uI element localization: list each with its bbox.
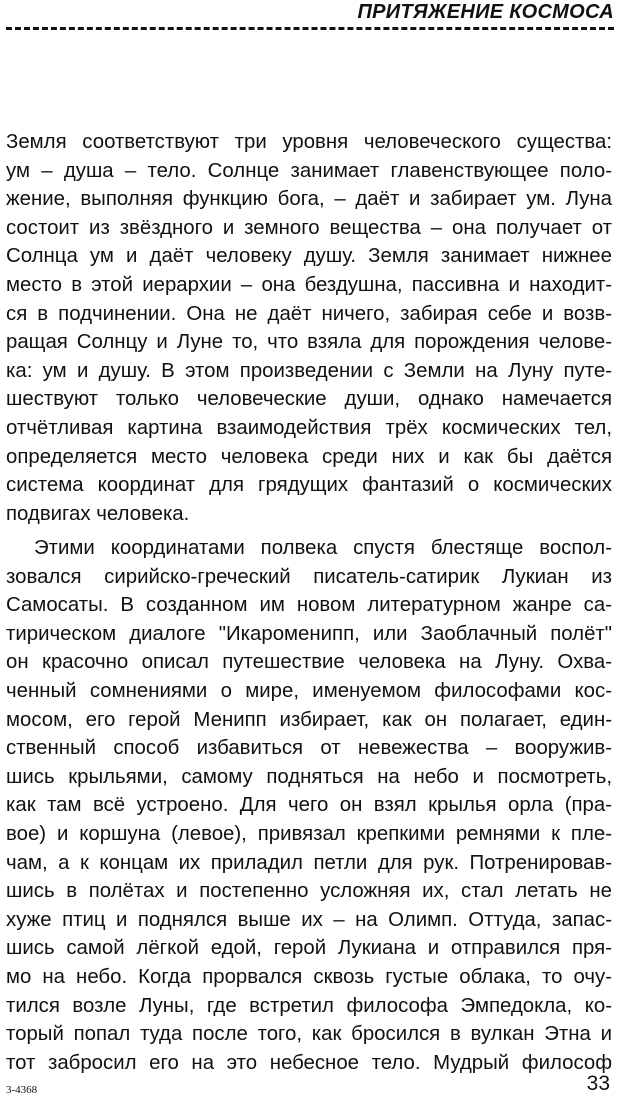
paragraph-2-line: чам, а к концам их приладил петли для рук. Потренировав- [6, 851, 612, 874]
paragraph-2-line: шись крыльями, самому подняться на небо и посмотреть, [6, 765, 612, 788]
paragraph-2-line: он красочно описал путешествие человека на Луну. Охва- [6, 651, 612, 674]
paragraph-1-line: ращая Солнцу и Луне то, что взяла для порождения челове- [6, 331, 612, 354]
paragraph-1-line: жение, выполняя функцию бога, – даёт и забирает ум. Луна [6, 188, 612, 211]
paragraph-1-line: система координат для грядущих фантазий о космических [6, 474, 612, 497]
paragraph-2-line: мо на небо. Когда прорвался сквозь густые облака, то очу- [6, 965, 612, 988]
paragraph-1-line: ся в подчинении. Она не даёт ничего, забирая себе и возв- [6, 302, 612, 325]
paragraph-2-line: вое) и коршуна (левое), привязал крепкими ремнями к пле- [6, 822, 612, 845]
paragraph-1-line: место в этой иерархии – она бездушна, пассивна и находит- [6, 273, 612, 296]
paragraph-2-line: Этими координатами полвека спустя блестяще воспол- [34, 537, 612, 559]
paragraph-2-line: ственный способ избавиться от невежества – вооружив- [6, 737, 612, 760]
paragraph-2-line: как там всё устроено. Для чего он взял крылья орла (пра- [6, 794, 612, 817]
paragraph-2-line: Самосаты. В созданном им новом литературном жанре са- [6, 594, 612, 617]
paragraph-1-line: Солнца ум и даёт человеку душу. Земля занимает нижнее [6, 245, 612, 268]
paragraph-1-line: состоит из звёздного и земного вещества – она получает от [6, 216, 612, 239]
paragraph-1-line: определяется место человека среди них и как бы даётся [6, 445, 612, 468]
page-number: 33 [586, 1072, 610, 1095]
paragraph-1-line: подвигах человека. [6, 502, 190, 525]
paragraph-1-line: ум – душа – тело. Солнце занимает главенствующее поло- [6, 159, 612, 182]
paragraph-1-line: Земля соответствуют три уровня человеческого существа: [6, 131, 612, 153]
paragraph-1-line: отчётливая картина взаимодействия трёх космических тел, [6, 416, 612, 439]
print-code: 3-4368 [6, 1084, 38, 1096]
paragraph-2-line: хуже птиц и поднялся выше их – на Олимп. Оттуда, запас- [6, 908, 612, 931]
paragraph-2-line: тот забросил его на это небесное тело. Мудрый философ [6, 1051, 612, 1074]
paragraph-2 [6, 534, 612, 1077]
paragraph-1-line: ка: ум и душу. В этом произведении с Земли на Луну путе- [6, 359, 612, 382]
paragraph-2-line: тирическом диалоге "Икароменипп, или Заоблачный полёт" [6, 622, 612, 645]
paragraph-1 [6, 128, 612, 528]
paragraph-1-line: шествуют только человеческие души, однако намечается [6, 388, 612, 411]
paragraph-2-line: шись в полётах и постепенно усложняя их, стал летать не [6, 880, 612, 903]
paragraph-2-line: ченный сомнениями о мире, именуемом философами кос- [6, 679, 612, 702]
paragraph-2-line: тился возле Луны, где встретил философа Эмпедокла, ко- [6, 994, 612, 1017]
paragraph-2-line: торый попал туда после того, как бросился в вулкан Этна и [6, 1023, 612, 1046]
running-header-title: ПРИТЯЖЕНИЕ КОСМОСА [357, 1, 614, 23]
header-dashed-rule [6, 27, 614, 30]
paragraph-2-line: мосом, его герой Менипп избирает, как он полагает, един- [6, 708, 612, 731]
paragraph-2-line: зовался сирийско-греческий писатель-сатирик Лукиан из [6, 565, 612, 588]
paragraph-2-line: шись самой лёгкой едой, герой Лукиана и отправился пря- [6, 937, 612, 960]
